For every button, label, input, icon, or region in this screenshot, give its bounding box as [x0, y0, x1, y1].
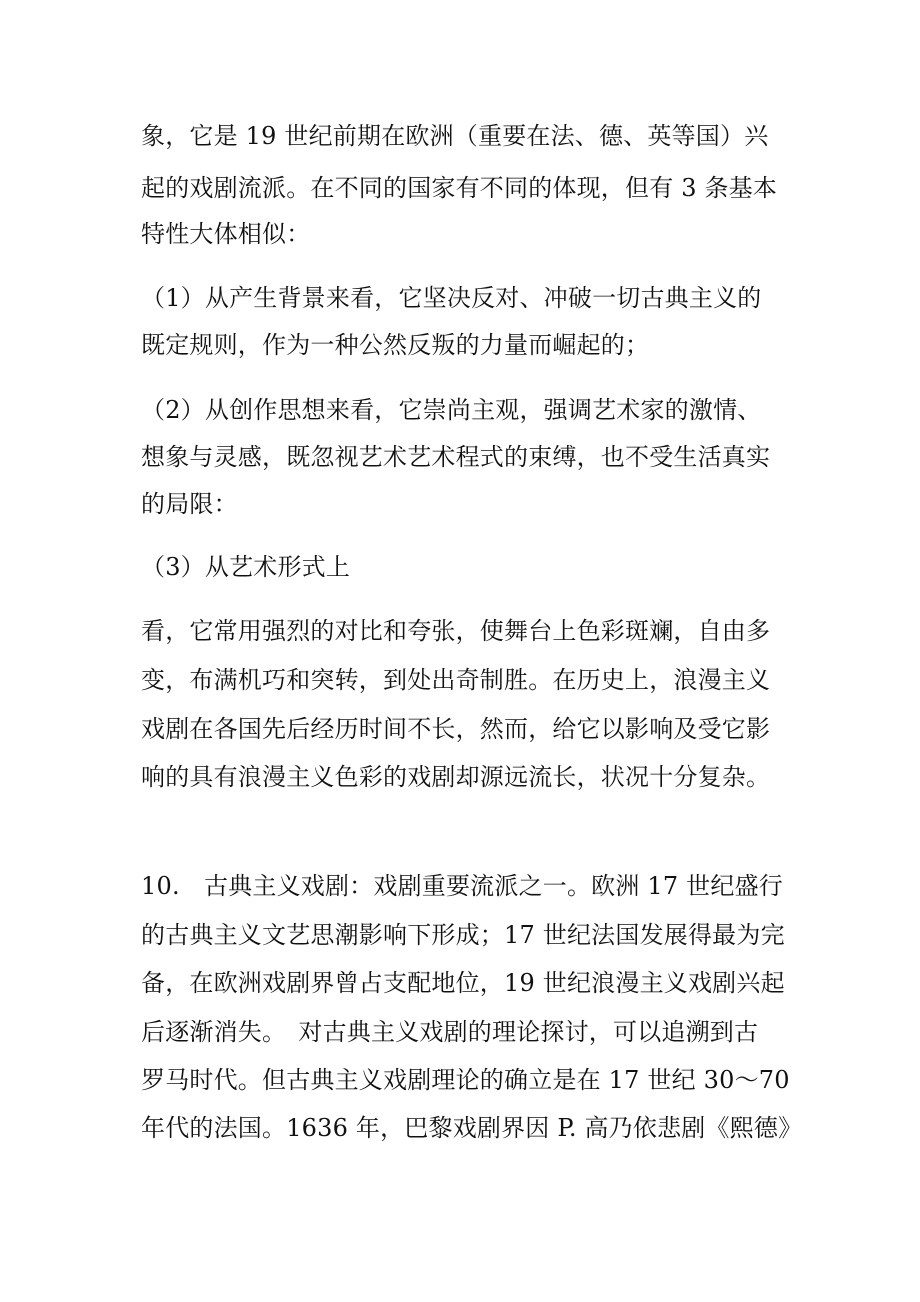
- text-line: 象，它是 19 世纪前期在欧洲（重要在法、德、英等国）兴: [141, 122, 769, 150]
- text-line: （2）从创作思想来看，它崇尚主观，强调艺术家的激情、: [141, 396, 762, 424]
- text-line: 戏剧在各国先后经历时间不长，然而，给它以影响及受它影: [141, 715, 771, 743]
- text-line: 起的戏剧流派。在不同的国家有不同的体现，但有 3 条基本: [141, 174, 778, 202]
- text-line: 看，它常用强烈的对比和夸张，使舞台上色彩斑斓，自由多: [141, 617, 771, 645]
- text-line: 的古典主义文艺思潮影响下形成；17 世纪法国发展得最为完: [141, 921, 785, 949]
- text-line: 响的具有浪漫主义色彩的戏剧却源远流长，状况十分复杂。: [141, 763, 771, 791]
- text-line: （3）从艺术形式上: [141, 553, 351, 581]
- text-line: 罗马时代。但古典主义戏剧理论的确立是在 17 世纪 30～70: [141, 1066, 790, 1094]
- text-line: 年代的法国。1636 年，巴黎戏剧界因 P. 高乃依悲剧《熙德》: [141, 1114, 803, 1142]
- text-line: 特性大体相似：: [141, 220, 311, 248]
- text-line: 既定规则，作为一种公然反叛的力量而崛起的；: [141, 331, 650, 359]
- text-line: 10. 古典主义戏剧：戏剧重要流派之一。欧洲 17 世纪盛行: [141, 872, 783, 900]
- text-line: 备，在欧洲戏剧界曾占支配地位，19 世纪浪漫主义戏剧兴起: [141, 969, 785, 997]
- text-line: 想象与灵感，既忽视艺术艺术程式的束缚，也不受生活真实: [141, 443, 771, 471]
- text-line: 后逐渐消失。 对古典主义戏剧的理论探讨，可以追溯到古: [141, 1018, 759, 1046]
- text-line: 变，布满机巧和突转，到处出奇制胜。在历史上，浪漫主义: [141, 666, 771, 694]
- text-line: （1）从产生背景来看，它坚决反对、冲破一切古典主义的: [141, 284, 762, 312]
- text-line: 的局限：: [141, 490, 238, 518]
